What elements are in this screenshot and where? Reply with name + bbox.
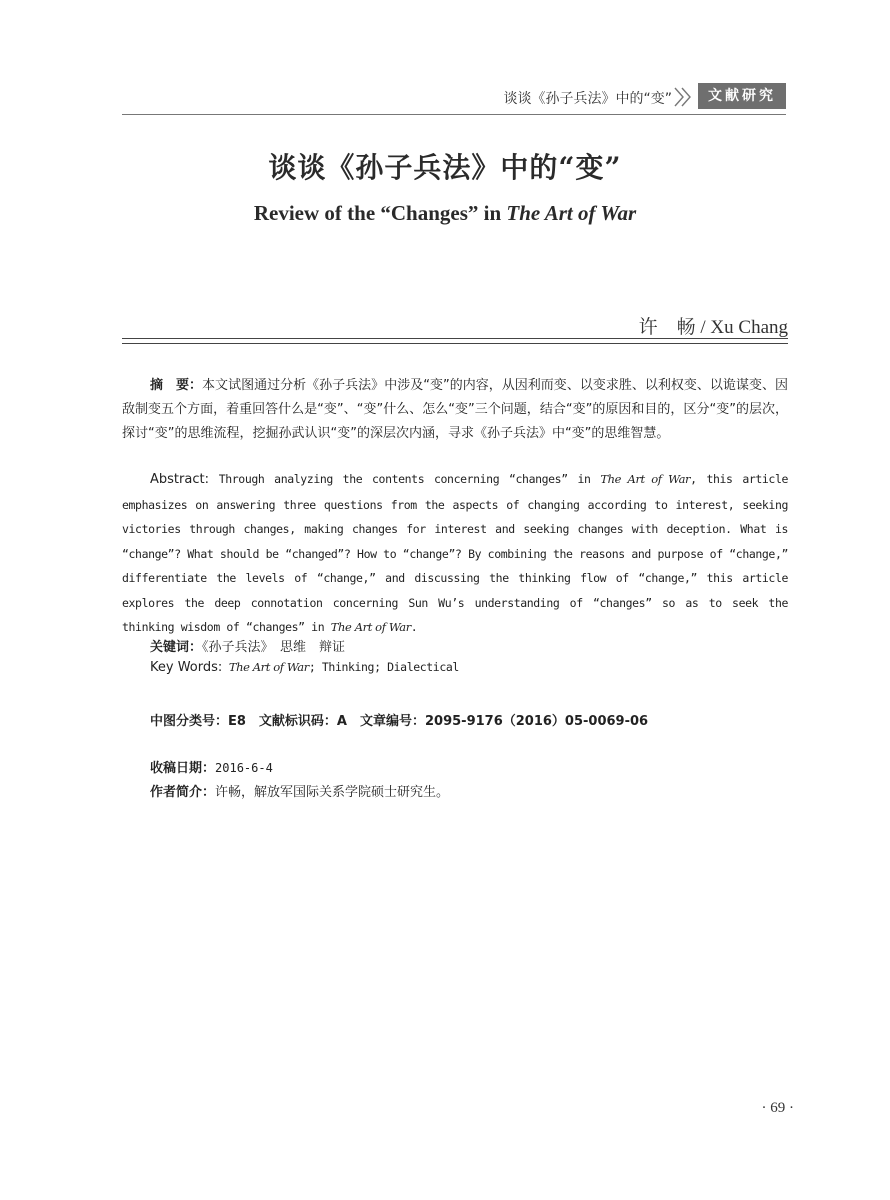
divider-thick xyxy=(122,338,788,339)
keywords-en-value: ; Thinking; Dialectical xyxy=(308,660,459,674)
abstract-en-text-2: , this article emphasizes on answering three questions from the aspects of changing according to interest, seeking victories through changes, making changes for interest and seeking changes with deception. What is “change”? What should be “changed”? How to “change”? By combining the reasons and purpose of “change,” differentiate the levels of “change,” and discussing the thinking flow of “change,” this article explores the deep connotation concerning Sun Wu’s understanding of “changes” so as to seek the thinking wisdom of “changes” in xyxy=(122,472,789,634)
keywords-english xyxy=(150,660,459,675)
received-date xyxy=(150,757,273,776)
abstract-cn-text: 本文试图通过分析《孙子兵法》中涉及“变”的内容，从因利而变、以变求胜、以利权变、以诡谋变、因敌制变五个方面，着重回答什么是“变”、“变”什么、怎么“变”三个问题，结合“变”的原因和目的，区分“变”的层次，探讨“变”的思维流程，挖掘孙武认识“变”的深层次内涵，寻求《孙子兵法》中“变”的思维智慧。 xyxy=(122,378,788,441)
keywords-chinese xyxy=(150,636,345,655)
author-bio xyxy=(150,781,449,800)
section-tag: 文献研究 xyxy=(698,83,786,109)
keywords-en-label: Key Words: xyxy=(150,660,223,675)
keywords-cn-label: 关键词： xyxy=(150,640,203,655)
author: 许 畅 / Xu Chang xyxy=(638,317,788,338)
page-number: · 69 · xyxy=(761,1100,794,1116)
abstract-chinese xyxy=(122,374,788,446)
keywords-en-italic: The Art of War xyxy=(228,660,309,674)
abstract-cn-label: 摘 要： xyxy=(150,378,203,393)
abstract-en-italic-2: The Art of War xyxy=(330,620,411,634)
title-english xyxy=(0,201,890,226)
abstract-english xyxy=(122,467,788,640)
abstract-en-label: Abstract: xyxy=(150,472,209,487)
received-label: 收稿日期： xyxy=(150,761,216,776)
running-title: 谈谈《孙子兵法》中的“变” xyxy=(503,91,672,107)
divider-thin xyxy=(122,343,788,344)
running-header xyxy=(122,80,786,115)
received-value: 2016-6-4 xyxy=(215,761,273,775)
keywords-cn-value: 《孙子兵法》 思维 辩证 xyxy=(202,640,346,655)
title-english-italic: The Art of War xyxy=(506,201,637,225)
abstract-en-text-1: Through analyzing the contents concerning “changes” in xyxy=(208,472,601,486)
double-chevron-icon xyxy=(672,86,696,108)
title-english-text: Review of the “Changes” in xyxy=(253,201,507,225)
title-chinese: 谈谈《孙子兵法》中的“变” xyxy=(268,151,622,184)
author-bio-label: 作者简介： xyxy=(150,785,216,800)
author-bio-value: 许畅，解放军国际关系学院硕士研究生。 xyxy=(215,785,450,800)
abstract-en-italic-1: The Art of War xyxy=(600,472,691,486)
classification-line: 中图分类号：E8 文献标识码：A 文章编号：2095-9176（2016）05-0069-06 xyxy=(150,714,649,729)
abstract-en-text-3: . xyxy=(410,620,418,634)
